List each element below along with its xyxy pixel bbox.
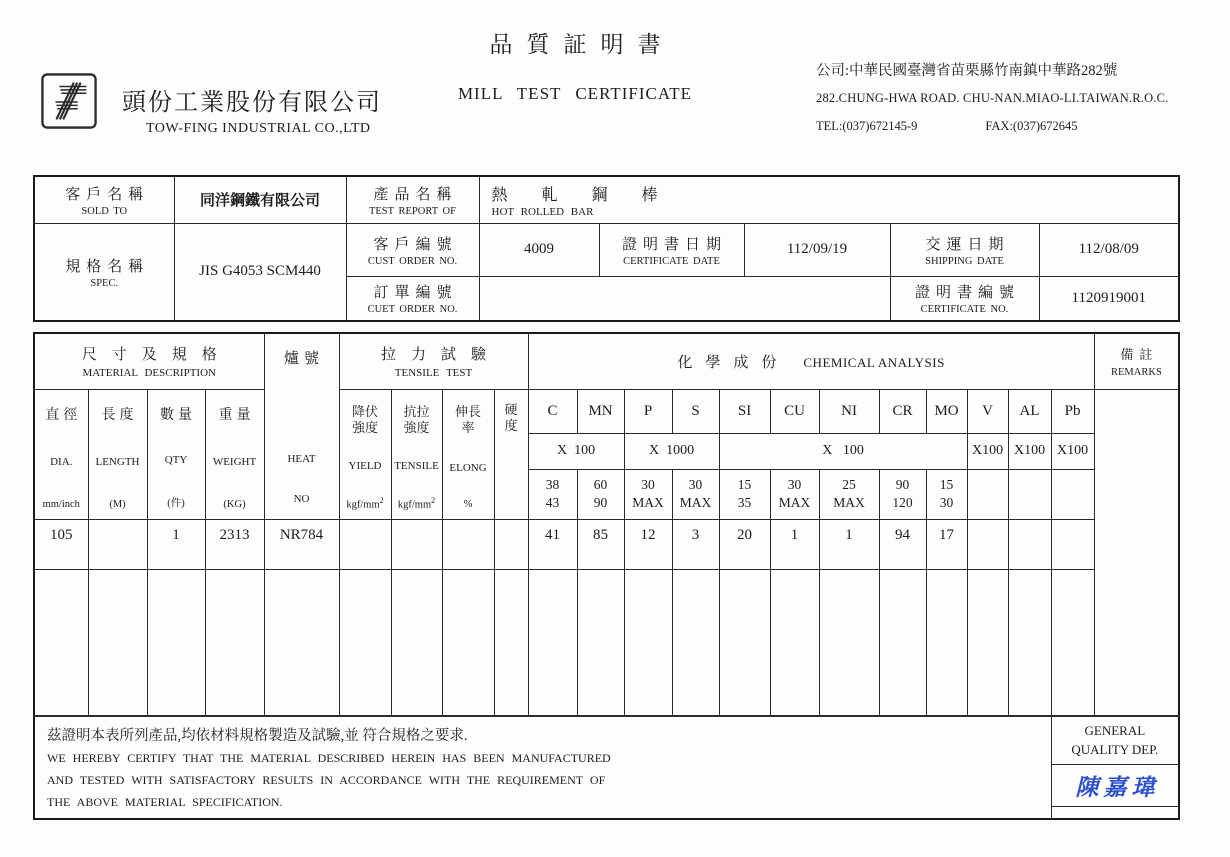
element-header-cu: CU [770,389,819,433]
multiplier-v: X100 [967,433,1008,469]
cust-order-value: 4009 [479,223,599,276]
spec-value: JIS G4053 SCM440 [174,223,346,321]
certificate-no-value: 1120919001 [1039,276,1179,321]
multiplier-c-mn: X 100 [528,433,624,469]
signature-box [1052,765,1179,807]
address-en: 282.CHUNG-HWA ROAD. CHU-NAN.MIAO-LI.TAIWAN.R.O.C. [816,91,1169,105]
element-header-mo: MO [926,389,967,433]
spec-limit-cu: 30 MAX [770,469,819,519]
spec-limit-c: 38 43 [528,469,577,519]
spec-limit-mo: 15 30 [926,469,967,519]
tensile-column-header: 抗拉 強度 TENSILE kgf/$mm^2$ [391,389,442,519]
data-weight: 2313 [205,519,264,569]
data-hardness [494,519,528,569]
element-header-al: AL [1008,389,1051,433]
order-no-label: 訂單編號 CUET ORDER NO. [346,276,479,321]
data-mo: 17 [926,519,967,569]
remarks-header: 備註 REMARKS [1094,333,1179,389]
document-title-cjk: 品質証明書 [489,32,675,57]
department-box-gap [1052,807,1179,811]
length-column-header: 長度 LENGTH (M) [88,389,147,519]
data-ni: 1 [819,519,879,569]
material-description-header: 尺寸及規格 MATERIAL DESCRIPTION [34,333,264,389]
element-header-mn: MN [577,389,624,433]
certificate-date-value: 112/09/19 [744,223,890,276]
data-qty: 1 [147,519,205,569]
data-al [1008,519,1051,569]
data-cr: 94 [879,519,926,569]
element-header-ni: NI [819,389,879,433]
data-s: 3 [672,519,719,569]
order-info-table [33,175,1180,322]
sold-to-value: 同洋鋼鐵有限公司 [174,176,346,223]
element-header-si: SI [719,389,770,433]
spec-limit-ni: 25 MAX [819,469,879,519]
multiplier-pb: X100 [1051,433,1094,469]
element-header-pb: Pb [1051,389,1094,433]
shipping-date-value: 112/08/09 [1039,223,1179,276]
spec-limit-s: 30 MAX [672,469,719,519]
multiplier-al: X100 [1008,433,1051,469]
quality-department-box [1051,716,1179,819]
data-si: 20 [719,519,770,569]
table-row [34,519,1179,569]
certification-en-line1: WE HEREBY CERTIFY THAT THE MATERIAL DESCRIBED HEREIN HAS BEEN MANUFACTURED [47,751,611,765]
spec-limit-cr: 90 120 [879,469,926,519]
company-address-block [816,58,1216,140]
certification-statement [34,716,1051,819]
data-v [967,519,1008,569]
shipping-date-label: 交運日期 SHIPPING DATE [890,223,1039,276]
data-pb [1051,519,1094,569]
dia-column-header: 直徑 DIA. mm/inch [34,389,88,519]
empty-row [34,569,1179,716]
weight-column-header: 重量 WEIGHT (KG) [205,389,264,519]
spec-limit-p: 30 MAX [624,469,672,519]
spec-limit-al [1008,469,1051,519]
element-header-cr: CR [879,389,926,433]
spec-limit-v [967,469,1008,519]
multiplier-si-mo: X 100 [719,433,967,469]
data-c: 41 [528,519,577,569]
document-title-en: MILL TEST CERTIFICATE [457,84,693,103]
elong-column-header: 伸長 率 ELONG % [442,389,494,519]
company-name-en: TOW-FING INDUSTRIAL CO.,LTD [146,121,371,136]
heat-no-header: 爐號 HEAT NO [264,333,339,519]
spec-limit-si: 15 35 [719,469,770,519]
element-header-c: C [528,389,577,433]
product-value: 熱軋鋼棒 HOT ROLLED BAR [479,176,1179,223]
data-yield [339,519,391,569]
address-cjk: 公司:中華民國臺灣省苗栗縣竹南鎮中華路282號 [816,63,1118,79]
data-tensile [391,519,442,569]
element-header-s: S [672,389,719,433]
data-dia: 105 [34,519,88,569]
certification-cjk: 茲證明本表所列產品,均依材料規格製造及試驗,並 符合規格之要求. [47,728,468,744]
data-elong [442,519,494,569]
certification-en-line3: THE ABOVE MATERIAL SPECIFICATION. [47,795,283,809]
remarks-cell [1094,389,1179,716]
element-header-v: V [967,389,1008,433]
element-header-p: P [624,389,672,433]
hardness-column-header: 硬 度 [494,389,528,519]
chemical-analysis-header: 化學成份 CHEMICAL ANALYSIS [528,333,1094,389]
multiplier-p-s: X 1000 [624,433,719,469]
data-heat-no: NR784 [264,519,339,569]
yield-column-header: 降伏 強度 YIELD kgf/$mm^2$ [339,389,391,519]
order-no-value [479,276,890,321]
spec-limit-pb [1051,469,1094,519]
certificate-no-label: 證明書編號 CERTIFICATE NO. [890,276,1039,321]
product-label: 產品名稱 TEST REPORT OF [346,176,479,223]
data-cu: 1 [770,519,819,569]
data-length [88,519,147,569]
company-logo-icon [40,72,98,130]
signature-stamp: 陳嘉瑋 [1075,774,1160,800]
department-name: GENERAL QUALITY DEP. [1052,717,1179,765]
phone-number: TEL:(037)672145-9 [816,119,918,133]
sold-to-label: 客戶名稱 SOLD TO [34,176,174,223]
certification-en-line2: AND TESTED WITH SATISFACTORY RESULTS IN ACCORDANCE WITH THE REQUIREMENT OF [47,773,606,787]
tensile-test-header: 拉力試驗 TENSILE TEST [339,333,528,389]
spec-limit-mn: 60 90 [577,469,624,519]
qty-column-header: 數量 QTY (件) [147,389,205,519]
fax-number: FAX:(037)672645 [985,119,1078,133]
data-p: 12 [624,519,672,569]
test-results-table [33,332,1180,820]
certificate-date-label: 證明書日期 CERTIFICATE DATE [599,223,744,276]
company-name-cjk: 頭份工業股份有限公司 [122,90,382,116]
cust-order-label: 客戶編號 CUST ORDER NO. [346,223,479,276]
data-mn: 85 [577,519,624,569]
spec-label: 規格名稱 SPEC. [34,223,174,321]
